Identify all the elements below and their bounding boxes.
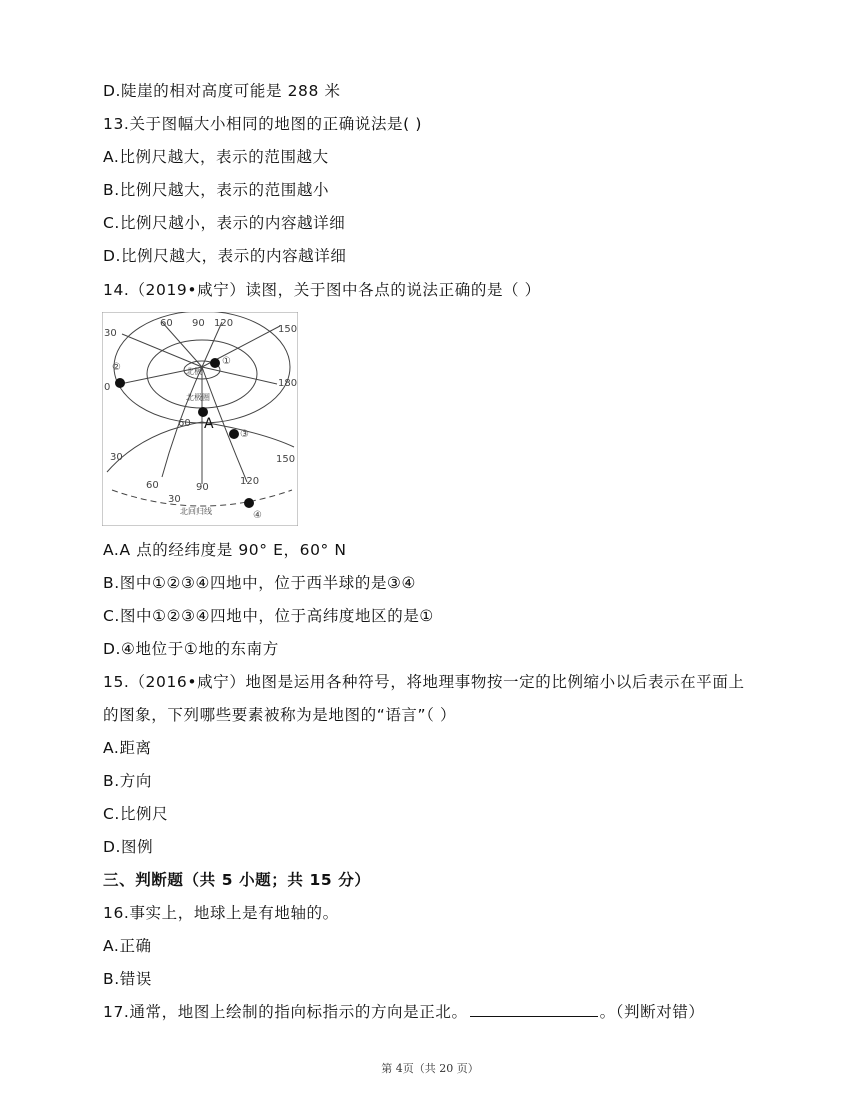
north-pole-label: 北极 <box>186 367 202 376</box>
section-3-heading: 三、判断题（共 5 小题；共 15 分） <box>103 871 371 889</box>
label-right-150: 150 <box>278 324 298 335</box>
label-inner-60: 60 <box>178 418 191 429</box>
q13-option-c: C.比例尺越小，表示的内容越详细 <box>103 214 346 232</box>
figure-frame <box>102 312 298 526</box>
q15-option-c: C.比例尺 <box>103 805 169 823</box>
q15-stem-line2: 的图象，下列哪些要素被称为是地图的“语言”（ ） <box>103 706 457 724</box>
q15-stem-line1: 15.（2016•咸宁）地图是运用各种符号，将地理事物按一定的比例缩小以后表示在平面上 <box>103 673 745 691</box>
arctic-circle-label: 北极圈 <box>186 393 210 402</box>
q13-option-a: A.比例尺越大，表示的范围越大 <box>103 148 329 166</box>
label-lower-90: 90 <box>196 482 209 493</box>
marker-1: ① <box>222 356 231 367</box>
q14-option-c: C.图中①②③④四地中，位于高纬度地区的是① <box>103 607 434 625</box>
dot-4 <box>244 498 254 508</box>
q15-option-b: B.方向 <box>103 772 152 790</box>
q15-option-a: A.距离 <box>103 739 152 757</box>
page-footer: 第 4页（共 20 页） <box>381 1062 479 1075</box>
tropic-label: 北回归线 <box>180 507 212 516</box>
q15-option-d: D.图例 <box>103 838 154 856</box>
label-right-180: 180 <box>278 378 298 389</box>
q14-option-b: B.图中①②③④四地中，位于西半球的是③④ <box>103 574 417 592</box>
q16-option-a: A.正确 <box>103 937 152 955</box>
q14-stem: 14.（2019•咸宁）读图，关于图中各点的说法正确的是（ ） <box>103 281 541 299</box>
q12-option-d: D.陡崖的相对高度可能是 288 米 <box>103 82 341 100</box>
label-lower-150: 150 <box>276 454 296 465</box>
polar-projection-map-figure <box>102 312 298 526</box>
dot-1 <box>210 358 220 368</box>
label-top-120: 120 <box>214 318 234 329</box>
marker-3: ③ <box>240 429 249 440</box>
label-lower-120: 120 <box>240 476 260 487</box>
q13-stem: 13.关于图幅大小相同的地图的正确说法是( ) <box>103 115 422 133</box>
dot-0 <box>115 378 125 388</box>
label-left-30: 30 <box>104 328 117 339</box>
label-left-0: 0 <box>104 382 111 393</box>
label-lower-30: 30 <box>168 494 181 505</box>
q13-option-d: D.比例尺越大，表示的内容越详细 <box>103 247 347 265</box>
marker-2: ② <box>112 362 121 373</box>
q17-answer-blank[interactable] <box>470 1002 598 1017</box>
q16-option-b: B.错误 <box>103 970 152 988</box>
q17-text: 17.通常，地图上绘制的指向标指示的方向是正北。 <box>103 1003 468 1021</box>
point-a-label: A <box>204 416 214 432</box>
marker-4: ④ <box>253 510 262 521</box>
dot-3 <box>229 429 239 439</box>
label-top-60: 60 <box>160 318 173 329</box>
q14-option-a: A.A 点的经纬度是 90° E，60° N <box>103 541 347 559</box>
q17-stem <box>103 1002 705 1022</box>
label-top-90: 90 <box>192 318 205 329</box>
label-lower-left-30: 30 <box>110 452 123 463</box>
q13-option-b: B.比例尺越大，表示的范围越小 <box>103 181 330 199</box>
label-lower-60: 60 <box>146 480 159 491</box>
q16-stem: 16.事实上，地球上是有地轴的。 <box>103 904 339 922</box>
q17-suffix: 。（判断对错） <box>599 1003 705 1021</box>
q14-option-d: D.④地位于①地的东南方 <box>103 640 279 658</box>
dot-a <box>198 407 208 417</box>
